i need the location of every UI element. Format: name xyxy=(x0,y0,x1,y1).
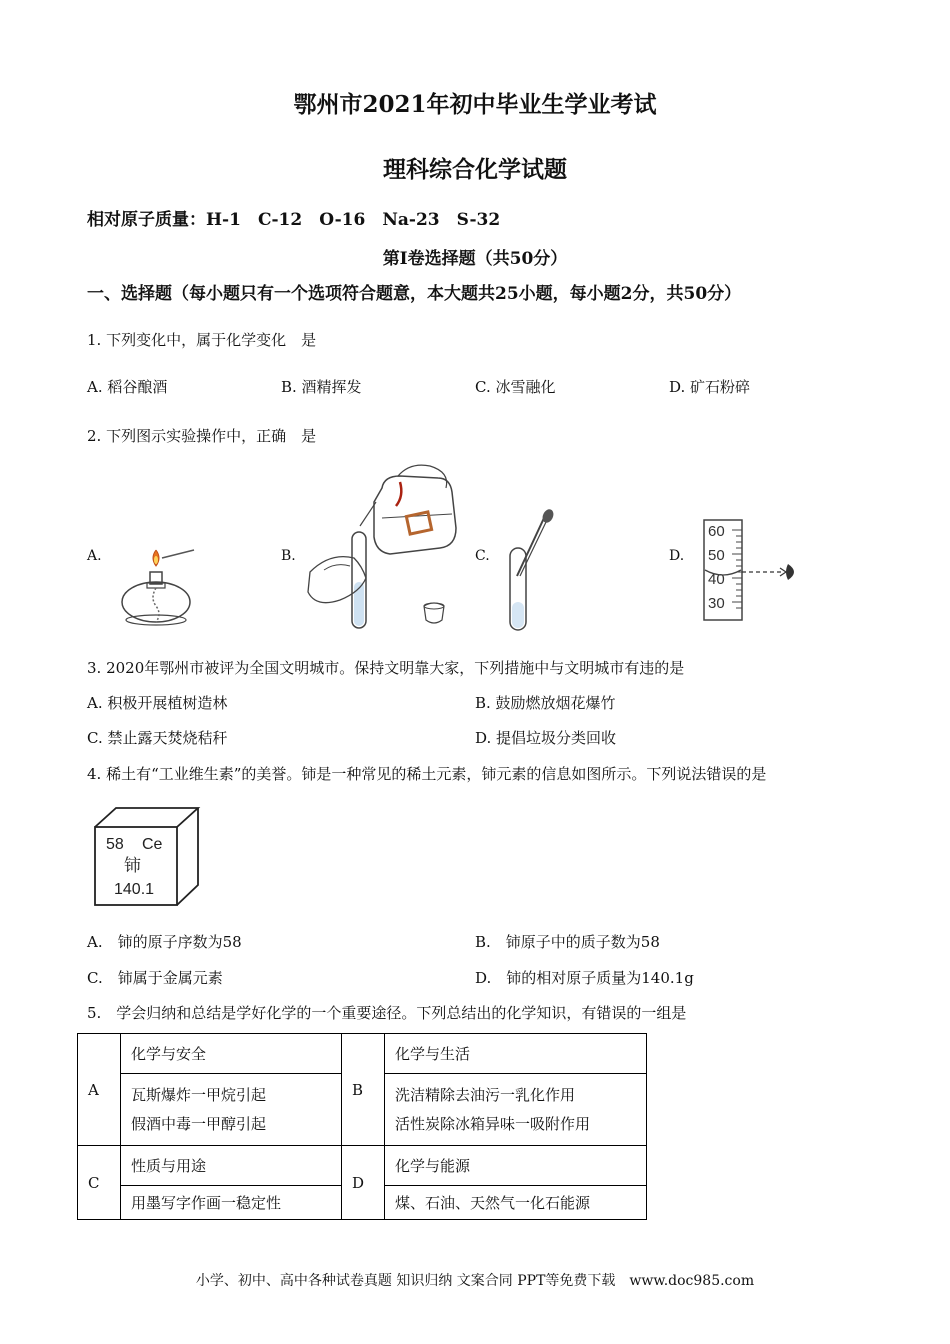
element-number: 58 xyxy=(106,836,124,853)
exam-subtitle: 理科综合化学试题 xyxy=(383,156,567,183)
q1-option-c: C. 冰雪融化 xyxy=(475,378,556,396)
footer-note: 小学、初中、高中各种试卷真题 知识归纳 文案合同 PPT等免费下载 www.doc985.com xyxy=(195,1273,755,1289)
q5-a-head: 化学与安全 xyxy=(121,1034,342,1074)
q5-a-body xyxy=(121,1074,342,1146)
q4-option-a: A. 铈的原子序数为58 xyxy=(87,933,242,951)
section-title: 第I卷选择题（共50分） xyxy=(382,249,568,269)
q5-letter-b: B xyxy=(342,1034,385,1146)
q3-stem: 3. 2020年鄂州市被评为全国文明城市。保持文明靠大家，下列措施中与文明城市有违的是 xyxy=(87,659,685,677)
cylinder-tick-30: 30 xyxy=(708,595,725,612)
q1-option-d: D. 矿石粉碎 xyxy=(669,378,751,396)
q5-b-head: 化学与生活 xyxy=(385,1034,647,1074)
element-mass: 140.1 xyxy=(114,881,155,898)
q5-letter-c: C xyxy=(78,1146,121,1220)
q2-label-a: A. xyxy=(87,548,102,564)
q3-option-c: C. 禁止露天焚烧秸秆 xyxy=(87,729,228,747)
element-name: 铈 xyxy=(124,856,141,876)
pouring-liquid-figure xyxy=(300,462,470,637)
q3-option-b: B. 鼓励燃放烟花爆竹 xyxy=(475,694,616,712)
q5-b-line1: 洗洁精除去油污一乳化作用 xyxy=(395,1085,576,1104)
q5-b-line2: 活性炭除冰箱异味一吸附作用 xyxy=(395,1114,591,1133)
q5-letter-d: D xyxy=(342,1146,385,1220)
cylinder-tick-50: 50 xyxy=(708,547,725,564)
q2-stem: 2. 下列图示实验操作中，正确 是 xyxy=(87,427,317,445)
element-symbol: Ce xyxy=(142,836,163,853)
q5-a-line2: 假酒中毒一甲醇引起 xyxy=(131,1114,267,1133)
q5-a-line1: 瓦斯爆炸一甲烷引起 xyxy=(131,1085,267,1104)
q5-c-line1: 用墨写字作画一稳定性 xyxy=(121,1186,342,1220)
part-title: 一、选择题（每小题只有一个选项符合题意，本大题共25小题，每小题2分，共50分） xyxy=(87,284,742,304)
q2-label-b: B. xyxy=(281,548,296,564)
q5-table xyxy=(77,1033,647,1220)
q1-stem: 1. 下列变化中，属于化学变化 是 xyxy=(87,331,317,349)
dropper-test-tube-figure xyxy=(500,510,570,635)
q5-stem: 5. 学会归纳和总结是学好化学的一个重要途径。下列总结出的化学知识，有错误的一组是 xyxy=(87,1004,687,1022)
q4-option-b: B. 铈原子中的质子数为58 xyxy=(475,933,660,951)
exam-title: 鄂州市2021年初中毕业生学业考试 xyxy=(293,91,657,118)
q5-c-head: 性质与用途 xyxy=(121,1146,342,1186)
cylinder-tick-40: 40 xyxy=(708,571,725,588)
q4-option-c: C. 铈属于金属元素 xyxy=(87,969,223,987)
q4-stem: 4. 稀土有“工业维生素”的美誉。铈是一种常见的稀土元素，铈元素的信息如图所示。下列说法错误的是 xyxy=(87,765,767,783)
q1-option-b: B. 酒精挥发 xyxy=(281,378,362,396)
q5-letter-a: A xyxy=(78,1034,121,1146)
q5-d-head: 化学与能源 xyxy=(385,1146,647,1186)
q2-label-c: C. xyxy=(475,548,490,564)
q3-option-d: D. 提倡垃圾分类回收 xyxy=(475,729,617,747)
q4-option-d: D. 铈的相对原子质量为140.1g xyxy=(475,969,694,987)
q5-b-body xyxy=(385,1074,647,1146)
alcohol-lamp-figure xyxy=(110,540,205,635)
measuring-cylinder-figure xyxy=(700,518,810,624)
q5-d-line1: 煤、石油、天然气一化石能源 xyxy=(385,1186,647,1220)
cylinder-tick-60: 60 xyxy=(708,523,725,540)
q1-option-a: A. 稻谷酿酒 xyxy=(87,378,168,396)
atomic-masses: 相对原子质量：H-1 C-12 O-16 Na-23 S-32 xyxy=(87,210,501,230)
element-cerium-cube xyxy=(92,805,222,910)
q3-option-a: A. 积极开展植树造林 xyxy=(87,694,228,712)
q2-label-d: D. xyxy=(669,548,685,564)
